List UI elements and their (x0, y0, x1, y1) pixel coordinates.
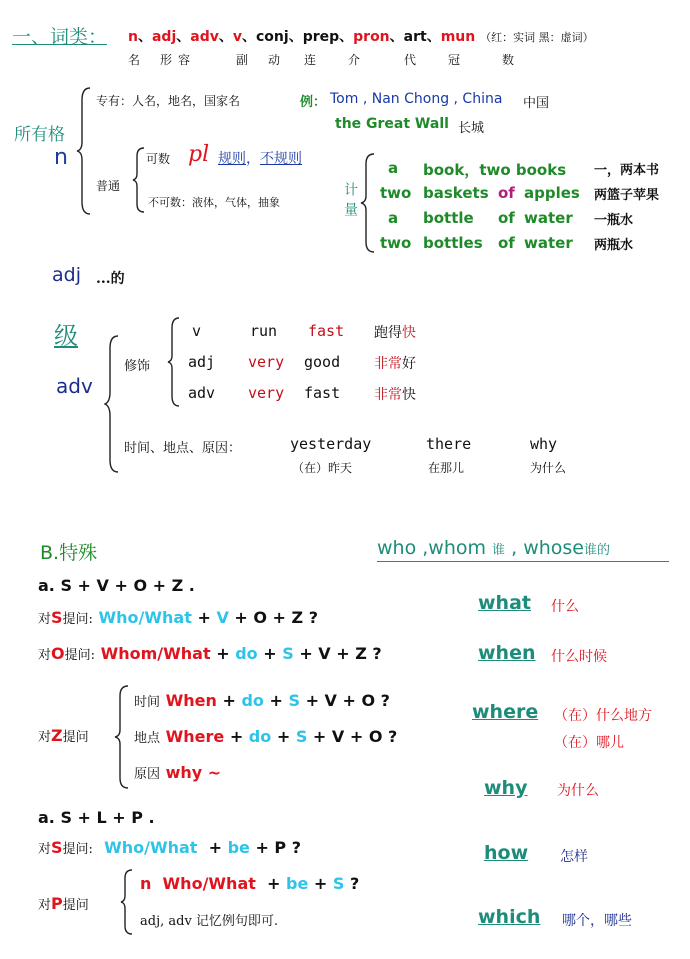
possessive-label: 所有格 (14, 125, 65, 145)
section1-header (12, 22, 107, 49)
great-wall: the Great Wall (335, 116, 449, 132)
modify-label: 修饰 (124, 359, 151, 374)
cn-adv: 副 (236, 53, 249, 67)
time-cn-there: 在那儿 (428, 461, 465, 475)
p-row-2: adj, adv 记忆例句即可. (140, 914, 279, 929)
p-row-1: n Who/What + be + S ? (140, 874, 360, 893)
cn-verb: 动 (268, 53, 281, 67)
irregular-label: 不规则 (260, 151, 302, 167)
measure-row-3-of: of (498, 209, 515, 227)
adv-label: adv (56, 374, 93, 398)
sectionB-title: B.特殊 (40, 542, 98, 564)
grade-label: 级 (54, 322, 78, 350)
rule-links: 规则，不规则 (218, 151, 302, 167)
cn-adj: 形容 (160, 53, 197, 67)
measure-row-4-a: two (380, 234, 412, 252)
question-z-label: 对Z提问 (38, 726, 89, 745)
measure-row-4-b: bottles (423, 234, 483, 252)
mod-row-1-w2: run (250, 322, 278, 340)
whose: , whose (511, 537, 584, 559)
question-z-brace (114, 684, 130, 790)
measure-brace (360, 152, 376, 254)
time-word-why: why (530, 435, 558, 453)
mod-row-3-w2: very (248, 384, 285, 402)
adv-brace (104, 334, 120, 474)
measure-row-4-of: of (498, 234, 515, 252)
noun-brace (76, 86, 92, 216)
regular-label: 规则 (218, 151, 246, 167)
z-row-reason: 原因 why ~ (134, 763, 222, 782)
wh-how: how (484, 842, 529, 864)
time-cn-why: 为什么 (530, 461, 567, 475)
pos-prep: prep (302, 29, 340, 45)
question-p-label: 对P提问 (38, 894, 89, 913)
measure-row-3-b: bottle (423, 209, 474, 227)
measure-row-2-cn: 两篮子苹果 (594, 188, 660, 203)
uncountable-label: 不可数：液体，气体，抽象 (148, 196, 280, 209)
measure-row-1-a: a (388, 159, 399, 177)
proper-examples: Tom , Nan Chong , China (330, 91, 503, 107)
wh-when: when (478, 642, 536, 664)
wh-where: where (472, 701, 539, 723)
wh-what: what (478, 592, 531, 614)
time-place-reason-label: 时间、地点、原因： (124, 441, 242, 456)
measure-row-3-a: a (388, 209, 399, 227)
cn-conj: 连 (304, 53, 317, 67)
common-noun-label: 普通 (96, 179, 121, 193)
mod-row-2-w3: good (304, 353, 341, 371)
mod-row-2-w2: very (248, 353, 285, 371)
who-whom: who ,whom (377, 537, 486, 559)
mod-row-3-cn: 非常快 (374, 387, 416, 403)
question-p-brace (120, 868, 134, 936)
pos-adv: adv (190, 29, 219, 45)
pos-art: art (403, 29, 427, 45)
measure-row-2-of: of (498, 184, 515, 202)
mod-row-1-cn: 跑得快 (374, 325, 416, 341)
proper-noun-label: 专有：人名，地名，国家名 (96, 94, 241, 108)
pos-pron: pron (353, 29, 390, 45)
pos-mun: mun (440, 29, 476, 45)
time-word-yesterday: yesterday (290, 435, 372, 453)
measure-row-2-b: baskets (423, 184, 489, 202)
section1-title: 一、词类： (12, 26, 108, 48)
common-brace (132, 146, 146, 214)
proper-cn: 中国 (523, 96, 550, 111)
cn-art: 冠 (448, 53, 461, 67)
example-label: 例： (300, 95, 327, 110)
countable-label: 可数 (146, 152, 171, 166)
color-note: （红：实词 黑：虚词） (480, 31, 594, 44)
wh-where-cn2: （在）哪儿 (554, 735, 624, 751)
mod-row-2-w1: adj (188, 353, 216, 371)
who-whom-line (377, 537, 610, 559)
pos-adj: adj (151, 29, 177, 45)
measure-label: 计量 (342, 182, 358, 222)
wh-how-cn: 怎样 (560, 849, 588, 865)
plural-mark: pl (188, 142, 210, 167)
cn-noun: 名 (128, 53, 141, 67)
pattern-slp: a. S + L + P . (38, 808, 155, 827)
adj-suffix: ...的 (96, 271, 125, 287)
z-row-place: 地点 Where + do + S + V + O ? (134, 727, 398, 746)
modify-brace (167, 316, 181, 408)
measure-row-3-c: water (524, 209, 573, 227)
pattern-svoz: a. S + V + O + Z . (38, 576, 195, 595)
who-cn: 谁 (492, 543, 506, 558)
measure-row-2-c: apples (524, 184, 580, 202)
adj-label: adj (52, 264, 81, 286)
measure-row-1-b: book，two books (423, 161, 567, 179)
pos-conj: conj (256, 29, 289, 45)
wh-why: why (484, 777, 528, 799)
who-underline (377, 561, 669, 562)
question-o: 对O提问: Whom/What + do + S + V + Z ? (38, 644, 382, 663)
measure-row-4-cn: 两瓶水 (594, 238, 634, 253)
pos-v: v (232, 29, 242, 45)
pos-n: n (128, 29, 138, 45)
measure-row-2-a: two (380, 184, 412, 202)
time-word-there: there (426, 435, 472, 453)
mod-row-1-w1: v (192, 322, 202, 340)
wh-why-cn: 为什么 (557, 783, 599, 799)
measure-row-1-cn: 一，两本书 (594, 163, 660, 178)
mod-row-3-w3: fast (304, 384, 341, 402)
great-wall-cn: 长城 (458, 121, 485, 136)
measure-row-3-cn: 一瓶水 (594, 213, 634, 228)
noun-letter: n (54, 145, 68, 170)
mod-row-1-w3: fast (308, 322, 345, 340)
wh-which-cn: 哪个，哪些 (562, 913, 632, 929)
wh-what-cn: 什么 (551, 599, 579, 615)
mod-row-3-w1: adv (188, 384, 216, 402)
question-s2: 对S提问: Who/What + be + P ? (38, 838, 302, 857)
cn-pron: 代 (404, 53, 417, 67)
whose-cn: 谁的 (583, 543, 610, 558)
cn-num: 数 (502, 53, 515, 67)
wh-which: which (478, 906, 541, 928)
wh-when-cn: 什么时候 (551, 649, 607, 665)
measure-row-4-c: water (524, 234, 573, 252)
question-s: 对S提问: Who/What + V + O + Z ? (38, 608, 318, 627)
mod-row-2-cn: 非常好 (374, 356, 416, 372)
time-cn-yesterday: （在）昨天 (292, 461, 353, 475)
z-row-time: 时间 When + do + S + V + O ? (134, 691, 390, 710)
pos-list: n、adj、adv、v、conj、prep、pron、art、mun （红：实词 黑：虚词） (128, 29, 594, 45)
wh-where-cn1: （在）什么地方 (554, 708, 652, 724)
cn-prep: 介 (348, 53, 361, 67)
